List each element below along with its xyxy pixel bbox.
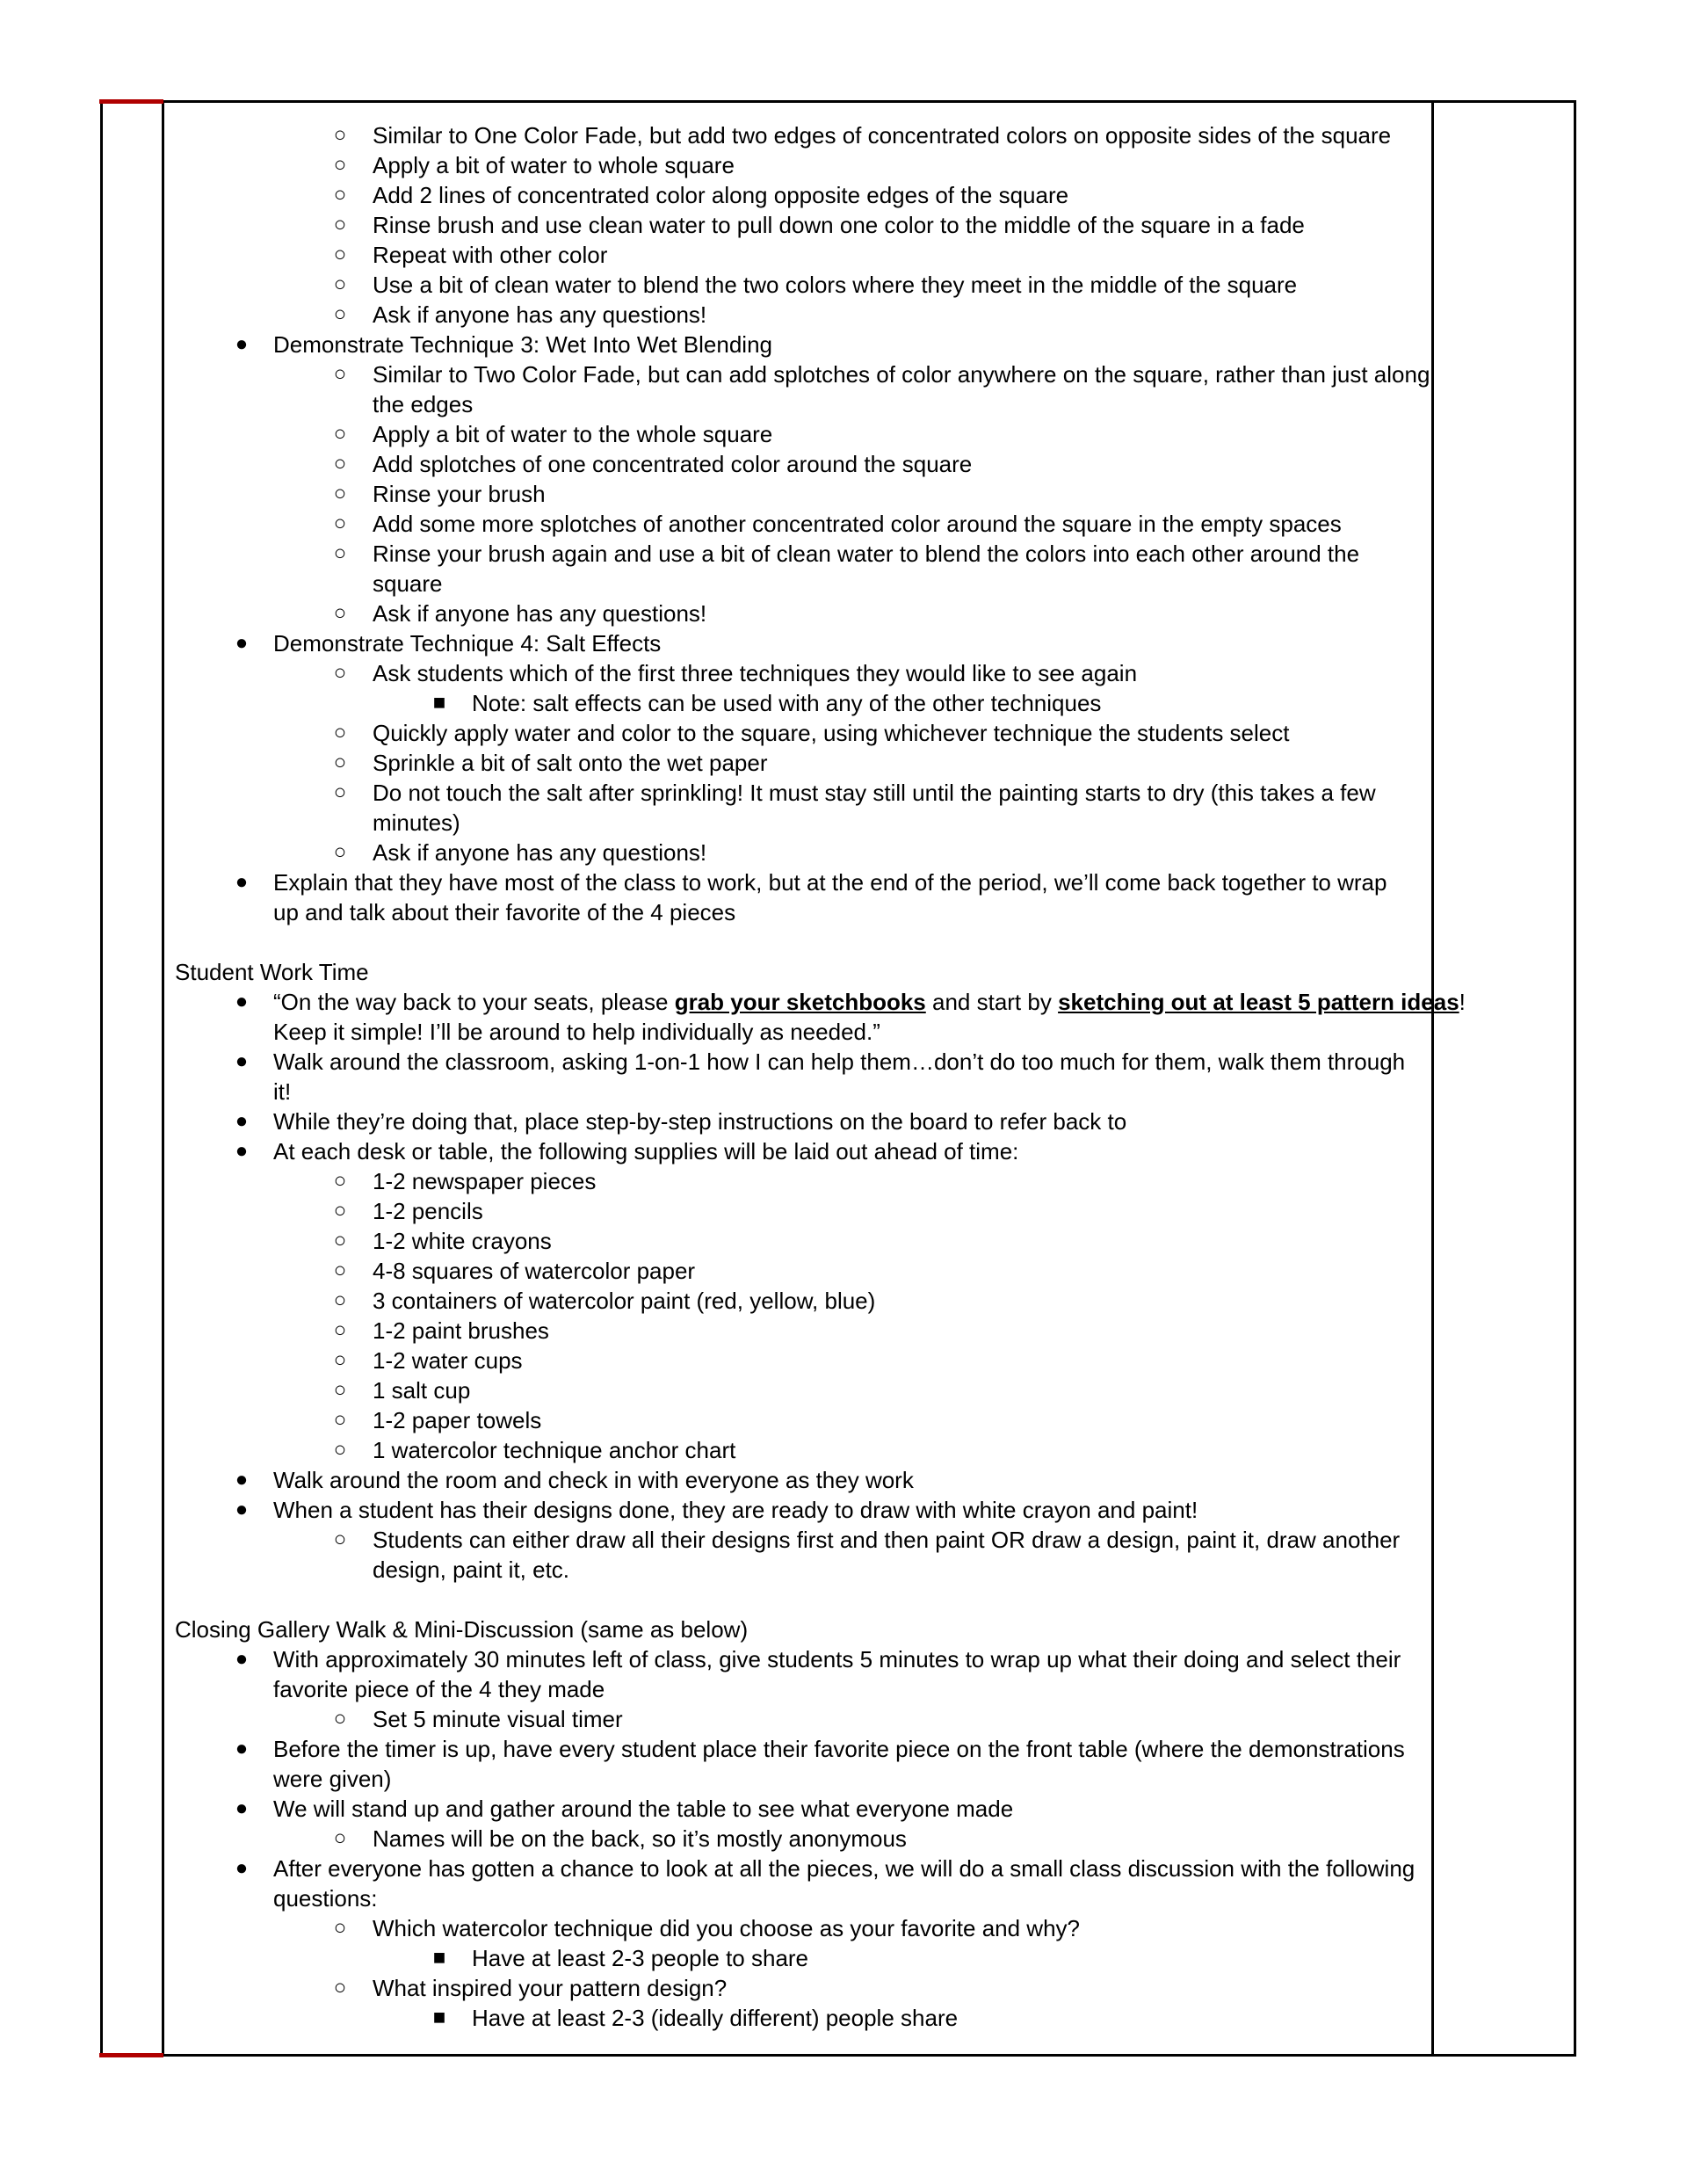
section-heading: Closing Gallery Walk & Mini-Discussion (same as below)	[175, 1616, 749, 1643]
text-segment: and start by	[925, 989, 1059, 1015]
list-item: Keep it simple! I’ll be around to help individually as needed.”	[273, 1019, 880, 1045]
square-marker: ■	[432, 691, 446, 715]
list-item: What inspired your pattern design?	[373, 1975, 728, 2001]
bullet-marker: ●	[235, 1796, 249, 1820]
circle-marker: ○	[333, 302, 347, 326]
list-item: Sprinkle a bit of salt onto the wet paper	[373, 750, 768, 776]
square-marker: ■	[432, 2006, 446, 2029]
circle-marker: ○	[333, 213, 347, 236]
list-item: Ask students which of the first three techniques they would like to see again	[373, 660, 1138, 686]
list-item: were given)	[273, 1766, 392, 1792]
list-item: Add 2 lines of concentrated color along opposite edges of the square	[373, 182, 1069, 208]
list-item: Do not touch the salt after sprinkling! It must stay still until the painting starts to dry (this takes a few	[373, 780, 1376, 806]
circle-marker: ○	[333, 1169, 347, 1193]
bullet-marker: ●	[235, 1856, 249, 1880]
list-item: 1-2 water cups	[373, 1347, 523, 1374]
list-item: Use a bit of clean water to blend the two colors where they meet in the middle of the square	[373, 272, 1298, 298]
list-item	[273, 987, 1466, 1017]
list-item: We will stand up and gather around the table to see what everyone made	[273, 1796, 1014, 1822]
list-item: 1-2 pencils	[373, 1198, 483, 1224]
list-item: 1-2 white crayons	[373, 1228, 552, 1254]
list-item: Rinse your brush again and use a bit of clean water to blend the colors into each other around the	[373, 541, 1360, 567]
list-item: Repeat with other color	[373, 242, 608, 268]
circle-marker: ○	[333, 512, 347, 535]
list-item: After everyone has gotten a chance to look at all the pieces, we will do a small class discussion with the following	[273, 1855, 1415, 1882]
circle-marker: ○	[333, 1318, 347, 1342]
circle-marker: ○	[333, 1229, 347, 1252]
left-column-divider	[162, 100, 164, 2057]
list-item: 1-2 newspaper pieces	[373, 1168, 597, 1194]
list-item: While they’re doing that, place step-by-step instructions on the board to refer back to	[273, 1108, 1127, 1135]
list-item: Which watercolor technique did you choose as your favorite and why?	[373, 1915, 1080, 1941]
list-item: it!	[273, 1078, 292, 1105]
list-item: up and talk about their favorite of the 4 pieces	[273, 899, 736, 925]
list-item: Note: salt effects can be used with any of the other techniques	[472, 690, 1102, 716]
list-item: 3 containers of watercolor paint (red, yellow, blue)	[373, 1288, 876, 1314]
circle-marker: ○	[333, 183, 347, 207]
list-item: 1 salt cup	[373, 1377, 471, 1404]
bullet-marker: ●	[235, 1049, 249, 1073]
circle-marker: ○	[333, 751, 347, 774]
list-item: Walk around the room and check in with everyone as they work	[273, 1467, 914, 1493]
red-accent-bottom	[99, 2053, 163, 2057]
circle-marker: ○	[333, 272, 347, 296]
circle-marker: ○	[333, 1976, 347, 1999]
bullet-marker: ●	[235, 1737, 249, 1760]
list-item: Names will be on the back, so it’s mostly anonymous	[373, 1825, 907, 1852]
circle-marker: ○	[333, 541, 347, 565]
list-item: questions:	[273, 1885, 378, 1912]
list-item: minutes)	[373, 809, 460, 836]
square-marker: ■	[432, 1946, 446, 1970]
right-column-divider	[1431, 100, 1434, 2057]
bullet-marker: ●	[235, 1468, 249, 1491]
circle-marker: ○	[333, 1288, 347, 1312]
list-item: Similar to Two Color Fade, but can add splotches of color anywhere on the square, rather than just along	[373, 361, 1430, 388]
circle-marker: ○	[333, 1826, 347, 1850]
circle-marker: ○	[333, 482, 347, 505]
list-item: Add splotches of one concentrated color around the square	[373, 451, 973, 477]
list-item: Set 5 minute visual timer	[373, 1706, 623, 1732]
circle-marker: ○	[333, 1348, 347, 1372]
list-item: Explain that they have most of the class to work, but at the end of the period, we’ll come back together to wrap	[273, 869, 1387, 896]
list-item: Apply a bit of water to the whole square	[373, 421, 773, 447]
list-item: Ask if anyone has any questions!	[373, 600, 707, 627]
list-item: the edges	[373, 391, 474, 417]
list-item: Add some more splotches of another concentrated color around the square in the empty spaces	[373, 511, 1342, 537]
list-item: 4-8 squares of watercolor paper	[373, 1258, 696, 1284]
section-heading: Student Work Time	[175, 959, 369, 985]
list-item: Demonstrate Technique 3: Wet Into Wet Blending	[273, 331, 773, 358]
circle-marker: ○	[333, 1259, 347, 1282]
list-item: 1-2 paper towels	[373, 1407, 542, 1433]
circle-marker: ○	[333, 1438, 347, 1462]
circle-marker: ○	[333, 1199, 347, 1223]
text-segment: “On the way back to your seats, please	[273, 989, 675, 1015]
list-item: square	[373, 570, 443, 597]
list-item: Have at least 2-3 people to share	[472, 1945, 809, 1971]
list-item: 1 watercolor technique anchor chart	[373, 1437, 736, 1463]
circle-marker: ○	[333, 721, 347, 744]
list-item: Have at least 2-3 (ideally different) people share	[472, 2005, 959, 2031]
circle-marker: ○	[333, 840, 347, 864]
list-item: Ask if anyone has any questions!	[373, 301, 707, 328]
bullet-marker: ●	[235, 332, 249, 356]
list-item: design, paint it, etc.	[373, 1556, 570, 1583]
bullet-marker: ●	[235, 1139, 249, 1163]
list-item: Rinse brush and use clean water to pull down one color to the middle of the square in a fade	[373, 212, 1305, 238]
list-item: Rinse your brush	[373, 481, 546, 507]
list-item: Ask if anyone has any questions!	[373, 839, 707, 866]
list-item: Students can either draw all their designs first and then paint OR draw a design, paint it, draw another	[373, 1527, 1401, 1553]
list-item: With approximately 30 minutes left of class, give students 5 minutes to wrap up what their doing and select their	[273, 1646, 1401, 1672]
circle-marker: ○	[333, 601, 347, 625]
circle-marker: ○	[333, 1408, 347, 1432]
list-item: Before the timer is up, have every student place their favorite piece on the front table (where the demonstrations	[273, 1736, 1405, 1762]
circle-marker: ○	[333, 243, 347, 266]
circle-marker: ○	[333, 452, 347, 475]
bullet-marker: ●	[235, 631, 249, 655]
bullet-marker: ●	[235, 1109, 249, 1133]
bullet-marker: ●	[235, 1647, 249, 1671]
list-item: 1-2 paint brushes	[373, 1317, 549, 1344]
circle-marker: ○	[333, 123, 347, 147]
list-item: Walk around the classroom, asking 1-on-1 how I can help them…don’t do too much for them, walk them through	[273, 1048, 1406, 1075]
circle-marker: ○	[333, 1378, 347, 1402]
text-segment: !	[1459, 989, 1466, 1015]
list-item: At each desk or table, the following supplies will be laid out ahead of time:	[273, 1138, 1019, 1165]
list-item: Quickly apply water and color to the square, using whichever technique the students select	[373, 720, 1290, 746]
bullet-marker: ●	[235, 1498, 249, 1521]
emphasized-text: sketching out at least 5 pattern ideas	[1058, 989, 1459, 1015]
list-item: Similar to One Color Fade, but add two edges of concentrated colors on opposite sides of the square	[373, 122, 1392, 149]
circle-marker: ○	[333, 362, 347, 386]
bullet-marker: ●	[235, 990, 249, 1013]
circle-marker: ○	[333, 661, 347, 685]
circle-marker: ○	[333, 153, 347, 177]
circle-marker: ○	[333, 1707, 347, 1731]
list-item: Demonstrate Technique 4: Salt Effects	[273, 630, 662, 657]
list-item: favorite piece of the 4 they made	[273, 1676, 605, 1702]
bullet-marker: ●	[235, 870, 249, 894]
emphasized-text: grab your sketchbooks	[674, 989, 926, 1015]
list-item: When a student has their designs done, they are ready to draw with white crayon and paint!	[273, 1497, 1198, 1523]
circle-marker: ○	[333, 1527, 347, 1551]
list-item: Apply a bit of water to whole square	[373, 152, 735, 178]
red-accent-top	[99, 99, 163, 104]
circle-marker: ○	[333, 422, 347, 446]
circle-marker: ○	[333, 1916, 347, 1940]
circle-marker: ○	[333, 780, 347, 804]
